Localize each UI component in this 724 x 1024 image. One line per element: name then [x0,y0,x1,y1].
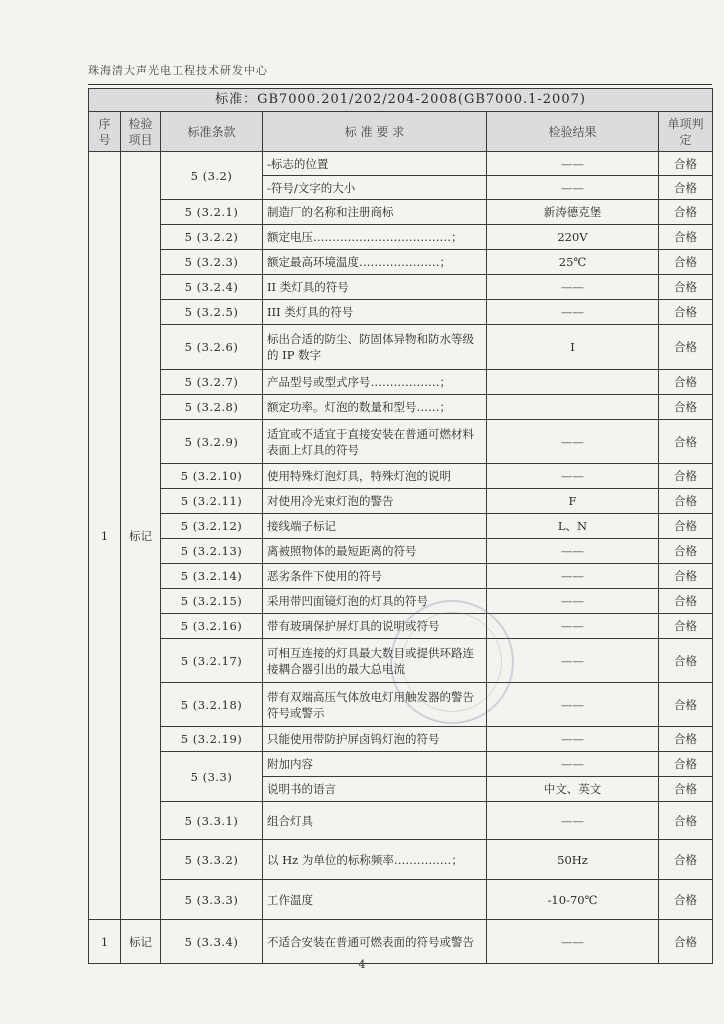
clause-cell: 5 (3.2.5) [161,300,263,325]
table-row [89,370,713,395]
clause-cell: 5 (3.2.6) [161,325,263,370]
result-cell [487,395,659,420]
verdict-cell: 合格 [659,370,713,395]
verdict-cell: 合格 [659,752,713,777]
result-cell: —— [487,275,659,300]
clause-cell: 5 (3.2.8) [161,395,263,420]
clause-cell: 5 (3.2.13) [161,539,263,564]
verdict-cell: 合格 [659,464,713,489]
table-row [89,225,713,250]
requirement-cell: 可相互连接的灯具最大数目或提供环路连接耦合器引出的最大总电流 [263,639,487,683]
table-row [89,880,713,920]
result-cell: I [487,325,659,370]
result-cell: —— [487,920,659,964]
result-cell: —— [487,420,659,464]
verdict-cell: 合格 [659,564,713,589]
requirement-cell: 制造厂的名称和注册商标 [263,200,487,225]
requirement-cell: 使用特殊灯泡灯具，特殊灯泡的说明 [263,464,487,489]
result-cell: —— [487,614,659,639]
table-row [89,464,713,489]
requirement-cell: 附加内容 [263,752,487,777]
table-row [89,420,713,464]
result-cell: —— [487,152,659,176]
requirement-cell: 说明书的语言 [263,777,487,802]
table-row [89,589,713,614]
verdict-cell: 合格 [659,683,713,727]
table-row [89,752,713,777]
table-row [89,250,713,275]
header-rule [88,84,712,85]
requirement-cell: -标志的位置 [263,152,487,176]
requirement-cell: II 类灯具的符号 [263,275,487,300]
verdict-cell: 合格 [659,777,713,802]
col-result-header: 检验结果 [487,112,659,152]
col-requirement-header: 标 准 要 求 [263,112,487,152]
requirement-cell: 离被照物体的最短距离的符号 [263,539,487,564]
verdict-cell: 合格 [659,325,713,370]
page-number: 4 [358,958,366,971]
item-cell: 标记 [121,920,161,964]
inspection-table [88,88,713,964]
result-cell: —— [487,752,659,777]
verdict-cell: 合格 [659,880,713,920]
clause-cell: 5 (3.2.4) [161,275,263,300]
verdict-cell: 合格 [659,920,713,964]
table-row [89,920,713,964]
table-row [89,152,713,176]
requirement-cell: III 类灯具的符号 [263,300,487,325]
clause-cell: 5 (3.2.7) [161,370,263,395]
table-row [89,395,713,420]
table-row [89,840,713,880]
result-cell: 新涛德克堡 [487,200,659,225]
result-cell: —— [487,589,659,614]
table-row [89,514,713,539]
table-row [89,639,713,683]
verdict-cell: 合格 [659,840,713,880]
verdict-cell: 合格 [659,250,713,275]
result-cell: —— [487,727,659,752]
result-cell: 50Hz [487,840,659,880]
result-cell: —— [487,683,659,727]
table-row [89,200,713,225]
requirement-cell: 恶劣条件下使用的符号 [263,564,487,589]
result-cell: 中文、英文 [487,777,659,802]
table-row [89,614,713,639]
clause-cell: 5 (3.3.3) [161,880,263,920]
table-row [89,683,713,727]
clause-cell: 5 (3.3.4) [161,920,263,964]
verdict-cell: 合格 [659,420,713,464]
item-cell: 标记 [121,152,161,920]
table-row [89,300,713,325]
clause-cell: 5 (3.2.17) [161,639,263,683]
requirement-cell: 标出合适的防尘、防固体异物和防水等级的 IP 数字 [263,325,487,370]
clause-cell: 5 (3.2.1) [161,200,263,225]
result-cell: —— [487,176,659,200]
verdict-cell: 合格 [659,539,713,564]
requirement-cell: 组合灯具 [263,802,487,840]
clause-cell: 5 (3.2.9) [161,420,263,464]
verdict-cell: 合格 [659,395,713,420]
requirement-cell: 额定电压………………………………； [263,225,487,250]
requirement-cell: 带有玻璃保护屏灯具的说明或符号 [263,614,487,639]
verdict-cell: 合格 [659,300,713,325]
clause-cell: 5 (3.2) [161,152,263,200]
verdict-cell: 合格 [659,275,713,300]
clause-cell: 5 (3.2.10) [161,464,263,489]
table-row [89,275,713,300]
requirement-cell: 采用带凹面镜灯泡的灯具的符号 [263,589,487,614]
table-row [89,802,713,840]
seq-cell: 1 [89,920,121,964]
result-cell: —— [487,539,659,564]
requirement-cell: 对使用冷光束灯泡的警告 [263,489,487,514]
clause-cell: 5 (3.2.12) [161,514,263,539]
result-cell: -10-70℃ [487,880,659,920]
col-clause-header: 标准条款 [161,112,263,152]
clause-cell: 5 (3.3.1) [161,802,263,840]
verdict-cell: 合格 [659,514,713,539]
col-verdict-header: 单项判定 [659,112,713,152]
result-cell: —— [487,639,659,683]
result-cell: F [487,489,659,514]
verdict-cell: 合格 [659,802,713,840]
seq-cell: 1 [89,152,121,920]
table-row [89,539,713,564]
requirement-cell: 带有双端高压气体放电灯用触发器的警告符号或警示 [263,683,487,727]
requirement-cell: 额定最高环境温度…………………； [263,250,487,275]
verdict-cell: 合格 [659,489,713,514]
verdict-cell: 合格 [659,176,713,200]
result-cell: —— [487,300,659,325]
col-seq-header: 序号 [89,112,121,152]
standard-title: 标准：GB7000.201/202/204-2008(GB7000.1-2007) [89,89,713,112]
result-cell: —— [487,564,659,589]
requirement-cell: -符号/文字的大小 [263,176,487,200]
table-row [89,489,713,514]
clause-cell: 5 (3.2.3) [161,250,263,275]
requirement-cell: 只能使用带防护屏卤钨灯泡的符号 [263,727,487,752]
table-row [89,564,713,589]
verdict-cell: 合格 [659,200,713,225]
result-cell: L、N [487,514,659,539]
requirement-cell: 适宜或不适宜于直接安装在普通可燃材料表面上灯具的符号 [263,420,487,464]
verdict-cell: 合格 [659,639,713,683]
requirement-cell: 工作温度 [263,880,487,920]
clause-cell: 5 (3.2.19) [161,727,263,752]
requirement-cell: 以 Hz 为单位的标称频率……………； [263,840,487,880]
clause-cell: 5 (3.2.18) [161,683,263,727]
clause-cell: 5 (3.2.2) [161,225,263,250]
verdict-cell: 合格 [659,152,713,176]
requirement-cell: 不适合安装在普通可燃表面的符号或警告 [263,920,487,964]
verdict-cell: 合格 [659,225,713,250]
result-cell [487,370,659,395]
table-row [89,727,713,752]
col-item-header: 检验项目 [121,112,161,152]
clause-cell: 5 (3.2.15) [161,589,263,614]
requirement-cell: 接线端子标记 [263,514,487,539]
verdict-cell: 合格 [659,727,713,752]
requirement-cell: 产品型号或型式序号………………； [263,370,487,395]
clause-cell: 5 (3.2.16) [161,614,263,639]
result-cell: 25℃ [487,250,659,275]
result-cell: —— [487,802,659,840]
clause-cell: 5 (3.3.2) [161,840,263,880]
clause-cell: 5 (3.2.14) [161,564,263,589]
verdict-cell: 合格 [659,614,713,639]
organization-header: 珠海清大声光电工程技术研发中心 [88,64,268,77]
clause-cell: 5 (3.2.11) [161,489,263,514]
requirement-cell: 额定功率。灯泡的数量和型号……； [263,395,487,420]
result-cell: 220V [487,225,659,250]
result-cell: —— [487,464,659,489]
table-row [89,325,713,370]
verdict-cell: 合格 [659,589,713,614]
clause-cell: 5 (3.3) [161,752,263,802]
